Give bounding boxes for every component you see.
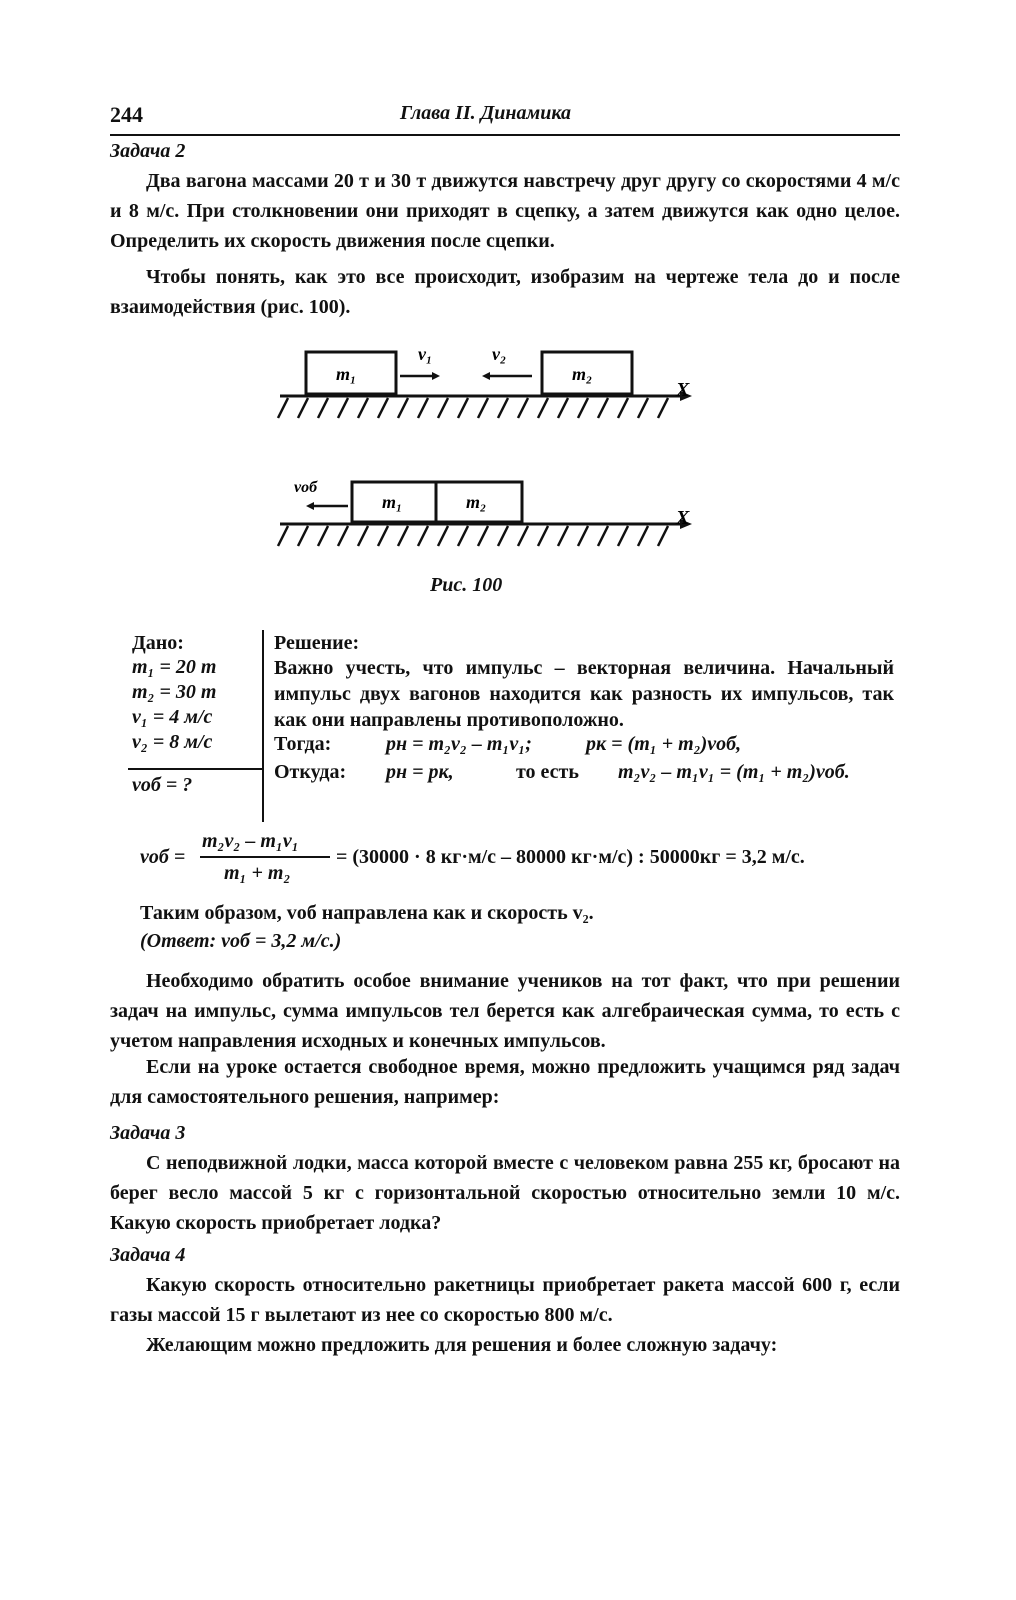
answer-text: (Ответ: vоб = 3,2 м/с.) [140, 930, 342, 952]
note-algebraic-sum: Необходимо обратить особое внимание учеников на тот факт, что при решении задач на импульс, сумма импульсов тел берется как алгебраическая сумма, то есть с учетом направления исходных и конечных импульсов. [110, 970, 900, 1052]
then-formula-2: pк = (m₁ + m₂)vоб, [586, 733, 742, 755]
task3-text: С неподвижной лодки, масса которой вместе с человеком равна 255 кг, бросают на берег весло массой 5 кг с горизонтальной скоростью относительно земли 10 м/с. Какую скорость приобретает лодка? [110, 1152, 900, 1234]
solution-then-row [274, 733, 894, 761]
formula-numerator: m₂v₂ – m₁v₁ [202, 830, 299, 852]
given-line: v₂ = 8 м/с [132, 731, 213, 753]
velocity-v2-label: v₂ [492, 344, 507, 364]
formula-lhs: vоб = [140, 846, 186, 868]
given-line: m₂ = 30 т [132, 681, 217, 703]
velocity-vob-label: vоб [294, 479, 318, 496]
then-label: Тогда: [274, 733, 332, 755]
given-unknown: vоб = ? [132, 774, 193, 796]
solution-title: Решение: [274, 632, 360, 654]
given-line: v₁ = 4 м/с [132, 706, 213, 728]
whence-label: Откуда: [274, 761, 347, 783]
velocity-vob-arrow-head [306, 502, 314, 510]
task4-text: Какую скорость относительно ракетницы приобретает ракета массой 600 г, если газы массой 15 г вылетают из нее со скоростью 800 м/с. [110, 1274, 900, 1326]
cart-m2-label: m₂ [572, 364, 593, 384]
figure-after [270, 470, 730, 570]
velocity-v1-arrow-head [432, 372, 440, 380]
task3-heading: Задача 3 [110, 1122, 186, 1144]
whence-mid: то есть [516, 761, 579, 783]
figure-before [270, 340, 730, 440]
axis-label-x: X [676, 507, 690, 529]
velocity-v1-label: v₁ [418, 344, 433, 364]
page-number: 244 [110, 102, 143, 127]
ground-hatching [278, 526, 668, 546]
formula-rest: = (30000 · 8 кг·м/с – 80000 кг·м/с) : 50000кг = 3,2 м/с. [336, 846, 805, 868]
given-block [132, 632, 262, 755]
ground-hatching [278, 398, 668, 418]
running-head: Глава II. Динамика [400, 102, 571, 124]
cart-m1-joined-label: m₁ [382, 492, 403, 512]
given-line: m₁ = 20 т [132, 656, 217, 678]
figure-caption: Рис. 100 [430, 574, 503, 596]
task4-heading: Задача 4 [110, 1244, 186, 1266]
cart-m2-joined-label: m₂ [466, 492, 487, 512]
whence-formula-2: m₂v₂ – m₁v₁ = (m₁ + m₂)vоб. [618, 761, 850, 783]
whence-formula-1: pн = pк, [386, 761, 454, 783]
solution-whence-row [274, 761, 894, 789]
task2-heading: Задача 2 [110, 140, 186, 162]
main-formula [140, 826, 900, 894]
given-title: Дано: [132, 632, 184, 654]
given-solution-divider [262, 630, 264, 822]
axis-label-x: X [676, 379, 690, 401]
given-separator [128, 768, 262, 770]
formula-denominator: m₁ + m₂ [224, 862, 291, 884]
fraction-bar [200, 856, 330, 858]
task2-text: Два вагона массами 20 т и 30 т движутся навстречу друг другу со скоростями 4 м/с и 8 м/с. При столкновении они приходят в сцепку, а затем движутся как одно целое. Определить их скорость движения после сцепки. [110, 170, 900, 252]
solution-block [274, 632, 894, 789]
conclusion-text: Таким образом, vоб направлена как и скорость v₂. [140, 902, 594, 924]
note-free-time: Если на уроке остается свободное время, можно предложить учащимся ряд задач для самостоятельного решения, например: [110, 1056, 900, 1108]
then-formula-1: pн = m₂v₂ – m₁v₁; [386, 733, 532, 755]
velocity-v2-arrow-head [482, 372, 490, 380]
cart-m1-label: m₁ [336, 364, 357, 384]
intro-text: Чтобы понять, как это все происходит, изобразим на чертеже тела до и после взаимодействия (рис. 100). [110, 266, 900, 318]
page-header [110, 98, 900, 136]
closing-text: Желающим можно предложить для решения и более сложную задачу: [146, 1334, 778, 1356]
solution-text: Важно учесть, что импульс – векторная величина. Начальный импульс двух вагонов находится как разность их импульсов, так как они направлены противоположно. [274, 657, 894, 731]
